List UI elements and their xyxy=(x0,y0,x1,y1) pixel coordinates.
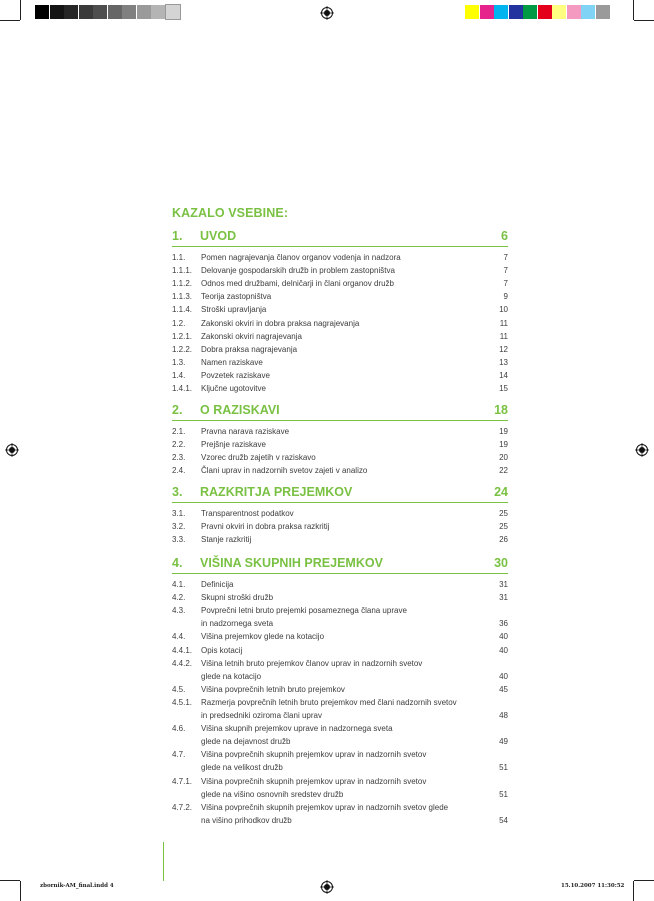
entry-title-continued: glede na dejavnost družb xyxy=(201,737,291,747)
entry-number: 1.4.1. xyxy=(172,384,193,393)
section-rule xyxy=(172,420,508,421)
entry-title: Prejšnje raziskave xyxy=(201,440,266,450)
footer-file-name: zbornik-AM_final.indd 4 xyxy=(40,883,114,889)
entry-page: 54 xyxy=(499,815,508,825)
entry-number: 4.4. xyxy=(172,632,186,642)
section-page: 18 xyxy=(494,403,508,417)
toc-entry[interactable] xyxy=(172,330,508,343)
grey-swatch xyxy=(93,5,107,19)
toc-entry[interactable] xyxy=(172,425,508,438)
entry-page: 19 xyxy=(499,427,508,436)
entry-title: Višina povprečnih skupnih prejemkov uprav in nadzornih svetov xyxy=(201,776,427,786)
toc-section-heading[interactable] xyxy=(172,556,508,572)
entry-number: 1.1. xyxy=(172,253,186,262)
entry-page: 48 xyxy=(499,710,508,720)
crop-mark xyxy=(0,880,20,881)
entry-page: 7 xyxy=(503,279,508,289)
toc-entry[interactable] xyxy=(172,683,508,696)
crop-mark xyxy=(20,0,21,20)
entry-title: Vzorec družb zajetih v raziskavo xyxy=(201,453,316,463)
entry-page: 14 xyxy=(499,370,508,380)
section-number: 2. xyxy=(172,403,183,417)
entry-number: 2.2. xyxy=(172,440,186,450)
entry-page: 40 xyxy=(499,645,508,655)
toc-entry[interactable] xyxy=(172,591,508,604)
entry-number: 2.4. xyxy=(172,466,186,476)
section-rule xyxy=(172,246,508,247)
color-swatch xyxy=(465,5,479,19)
registration-mark-icon xyxy=(5,443,19,457)
entry-page: 22 xyxy=(499,466,508,476)
crop-mark xyxy=(20,881,21,901)
section-rule xyxy=(172,573,508,574)
toc-entry[interactable] xyxy=(172,264,508,277)
entry-number: 3.3. xyxy=(172,535,186,545)
grey-swatch xyxy=(50,5,64,19)
grey-swatch xyxy=(79,5,93,19)
toc-entry[interactable] xyxy=(172,317,508,330)
grey-swatch xyxy=(137,5,151,19)
entry-title: Zakonski okviri in dobra praksa nagrajevanja xyxy=(201,318,360,328)
entry-title: Dobra praksa nagrajevanja xyxy=(201,344,298,354)
crop-mark xyxy=(633,0,634,20)
entry-page: 36 xyxy=(499,619,508,629)
toc-entry[interactable] xyxy=(172,507,508,520)
entry-title: Skupni stroški družb xyxy=(201,593,274,603)
color-swatch xyxy=(523,5,537,19)
entry-page: 13 xyxy=(499,357,508,367)
entry-title: Višina povprečnih letnih bruto prejemkov xyxy=(201,684,345,694)
toc-entry[interactable] xyxy=(172,578,508,591)
toc-entry[interactable] xyxy=(172,438,508,451)
entry-page: 11 xyxy=(499,331,508,341)
section-title: RAZKRITJA PREJEMKOV xyxy=(200,485,353,499)
entry-number: 4.6. xyxy=(172,724,186,734)
entry-number: 4.1. xyxy=(172,580,186,589)
section-rule xyxy=(172,502,508,503)
grey-swatch xyxy=(108,5,122,19)
crop-mark xyxy=(0,20,20,21)
entry-number: 1.2. xyxy=(172,318,186,328)
toc-title: KAZALO VSEBINE: xyxy=(172,206,289,220)
toc-entry[interactable] xyxy=(172,696,508,722)
crop-mark xyxy=(634,880,654,881)
entry-page: 40 xyxy=(499,671,508,681)
crop-mark xyxy=(633,881,634,901)
toc-entry[interactable] xyxy=(172,277,508,290)
entry-title: Opis kotacij xyxy=(201,645,243,655)
entry-page: 25 xyxy=(499,509,508,518)
entry-number: 4.7.1. xyxy=(172,776,193,786)
entry-number: 1.2.2. xyxy=(172,344,193,354)
entry-title: Definicija xyxy=(201,580,234,589)
entry-number: 2.1. xyxy=(172,427,186,436)
entry-page: 20 xyxy=(499,453,508,463)
entry-page: 7 xyxy=(503,253,508,262)
toc-entry[interactable] xyxy=(172,251,508,264)
toc-entry[interactable] xyxy=(172,356,508,369)
toc-entry[interactable] xyxy=(172,801,508,827)
entry-title: Pravna narava raziskave xyxy=(201,427,290,436)
entry-page: 25 xyxy=(499,522,508,532)
color-swatch xyxy=(494,5,508,19)
entry-page: 19 xyxy=(499,440,508,450)
entry-page: 40 xyxy=(499,632,508,642)
color-swatch xyxy=(596,5,610,19)
entry-title: Teorija zastopništva xyxy=(201,292,272,302)
entry-title: Povprečni letni bruto prejemki posameznega člana uprave xyxy=(201,606,407,616)
toc-entry[interactable] xyxy=(172,748,508,774)
section-page: 6 xyxy=(501,229,508,243)
color-swatch xyxy=(567,5,581,19)
entry-title: Odnos med družbami, delničarji in člani organov družb xyxy=(201,279,394,289)
entry-title: Stroški upravljanja xyxy=(201,305,267,315)
toc-entry[interactable] xyxy=(172,520,508,533)
entry-page: 15 xyxy=(499,384,508,393)
entry-number: 4.4.2. xyxy=(172,658,193,668)
toc-entry[interactable] xyxy=(172,290,508,303)
section-page: 30 xyxy=(494,556,508,570)
entry-number: 2.3. xyxy=(172,453,186,463)
section-number: 4. xyxy=(172,556,183,570)
color-swatch xyxy=(480,5,494,19)
entry-title: Pomen nagrajevanja članov organov vodenja in nadzora xyxy=(201,253,401,262)
registration-mark-icon xyxy=(635,443,649,457)
toc-entry[interactable] xyxy=(172,630,508,643)
toc-entry[interactable] xyxy=(172,382,508,395)
entry-number: 1.4. xyxy=(172,370,186,380)
entry-title-continued: glede na kotacijo xyxy=(201,671,262,681)
entry-page: 51 xyxy=(499,789,508,799)
entry-title: Višina prejemkov glede na kotacijo xyxy=(201,632,325,642)
entry-page: 7 xyxy=(503,266,508,276)
toc-entry[interactable] xyxy=(172,369,508,382)
toc-entry[interactable] xyxy=(172,775,508,801)
entry-page: 12 xyxy=(499,344,508,354)
entry-number: 1.1.4. xyxy=(172,305,193,315)
entry-number: 3.1. xyxy=(172,509,186,518)
grey-swatch xyxy=(122,5,136,19)
entry-title: Delovanje gospodarskih družb in problem zastopništva xyxy=(201,266,395,276)
entry-page: 51 xyxy=(499,763,508,773)
entry-title-continued: in nadzornega sveta xyxy=(201,619,274,629)
color-swatch xyxy=(552,5,566,19)
entry-title-continued: glede na velikost družb xyxy=(201,763,283,773)
entry-title: Stanje razkritij xyxy=(201,535,252,545)
entry-page: 31 xyxy=(499,580,508,589)
entry-title: Namen raziskave xyxy=(201,357,263,367)
entry-number: 4.2. xyxy=(172,593,186,603)
grey-swatch xyxy=(64,5,78,19)
margin-rule xyxy=(163,842,164,881)
toc-entry[interactable] xyxy=(172,343,508,356)
entry-page: 11 xyxy=(499,318,508,328)
entry-title: Člani uprav in nadzornih svetov zajeti v analizo xyxy=(201,466,368,476)
entry-title: Zakonski okviri nagrajevanja xyxy=(201,331,302,341)
toc-entry[interactable] xyxy=(172,644,508,657)
entry-title: Povzetek raziskave xyxy=(201,370,270,380)
entry-page: 10 xyxy=(499,305,508,315)
section-page: 24 xyxy=(494,485,508,499)
entry-page: 45 xyxy=(499,684,508,694)
entry-title-continued: in predsedniki oziroma člani uprav xyxy=(201,710,322,720)
grey-swatch xyxy=(166,5,180,19)
entry-title: Višina povprečnih skupnih prejemkov uprav in nadzornih svetov xyxy=(201,750,427,760)
entry-number: 4.5.1. xyxy=(172,697,193,707)
entry-number: 4.3. xyxy=(172,606,186,616)
toc-section-heading[interactable] xyxy=(172,485,508,501)
entry-title: Transparentnost podatkov xyxy=(201,509,294,518)
entry-page: 31 xyxy=(499,593,508,603)
entry-page: 26 xyxy=(499,535,508,545)
toc-entry[interactable] xyxy=(172,604,508,630)
toc-entry[interactable] xyxy=(172,533,508,546)
entry-title-continued: na višino prihodkov družb xyxy=(201,815,292,825)
registration-mark-icon xyxy=(320,6,334,20)
footer-timestamp: 15.10.2007 11:30:52 xyxy=(561,883,625,889)
entry-number: 4.7. xyxy=(172,750,186,760)
toc-entry[interactable] xyxy=(172,451,508,464)
section-title: VIŠINA SKUPNIH PREJEMKOV xyxy=(200,556,383,570)
entry-title: Višina skupnih prejemkov uprave in nadzornega sveta xyxy=(201,724,393,734)
entry-title: Ključne ugotovitve xyxy=(201,384,266,393)
entry-title: Višina letnih bruto prejemkov članov uprav in nadzornih svetov xyxy=(201,658,423,668)
color-swatch xyxy=(538,5,552,19)
entry-number: 1.2.1. xyxy=(172,331,193,341)
section-title: O RAZISKAVI xyxy=(200,403,280,417)
color-swatch xyxy=(509,5,523,19)
toc-entry[interactable] xyxy=(172,464,508,477)
section-title: UVOD xyxy=(200,229,237,243)
section-number: 1. xyxy=(172,229,183,243)
color-swatch xyxy=(581,5,595,19)
grey-swatch xyxy=(35,5,49,19)
entry-number: 1.1.2. xyxy=(172,279,193,289)
entry-number: 3.2. xyxy=(172,522,186,532)
entry-number: 4.4.1. xyxy=(172,645,193,655)
entry-page: 49 xyxy=(499,737,508,747)
entry-title: Pravni okviri in dobra praksa razkritij xyxy=(201,522,330,532)
entry-number: 4.5. xyxy=(172,684,186,694)
entry-number: 1.1.3. xyxy=(172,292,193,302)
entry-title: Višina povprečnih skupnih prejemkov uprav in nadzornih svetov glede xyxy=(201,802,449,812)
entry-number: 1.3. xyxy=(172,357,186,367)
section-number: 3. xyxy=(172,485,183,499)
crop-mark xyxy=(634,20,654,21)
entry-title-continued: glede na višino osnovnih sredstev družb xyxy=(201,789,344,799)
toc-entry[interactable] xyxy=(172,657,508,683)
entry-title: Razmerja povprečnih letnih bruto prejemkov med člani nadzornih svetov xyxy=(201,697,457,707)
toc-entry[interactable] xyxy=(172,722,508,748)
entry-page: 9 xyxy=(503,292,508,302)
toc-section-heading[interactable] xyxy=(172,229,508,245)
registration-mark-icon xyxy=(320,880,334,894)
toc-section-heading[interactable] xyxy=(172,403,508,419)
entry-number: 4.7.2. xyxy=(172,802,193,812)
entry-number: 1.1.1. xyxy=(172,266,193,276)
toc-entry[interactable] xyxy=(172,303,508,316)
grey-swatch xyxy=(151,5,165,19)
